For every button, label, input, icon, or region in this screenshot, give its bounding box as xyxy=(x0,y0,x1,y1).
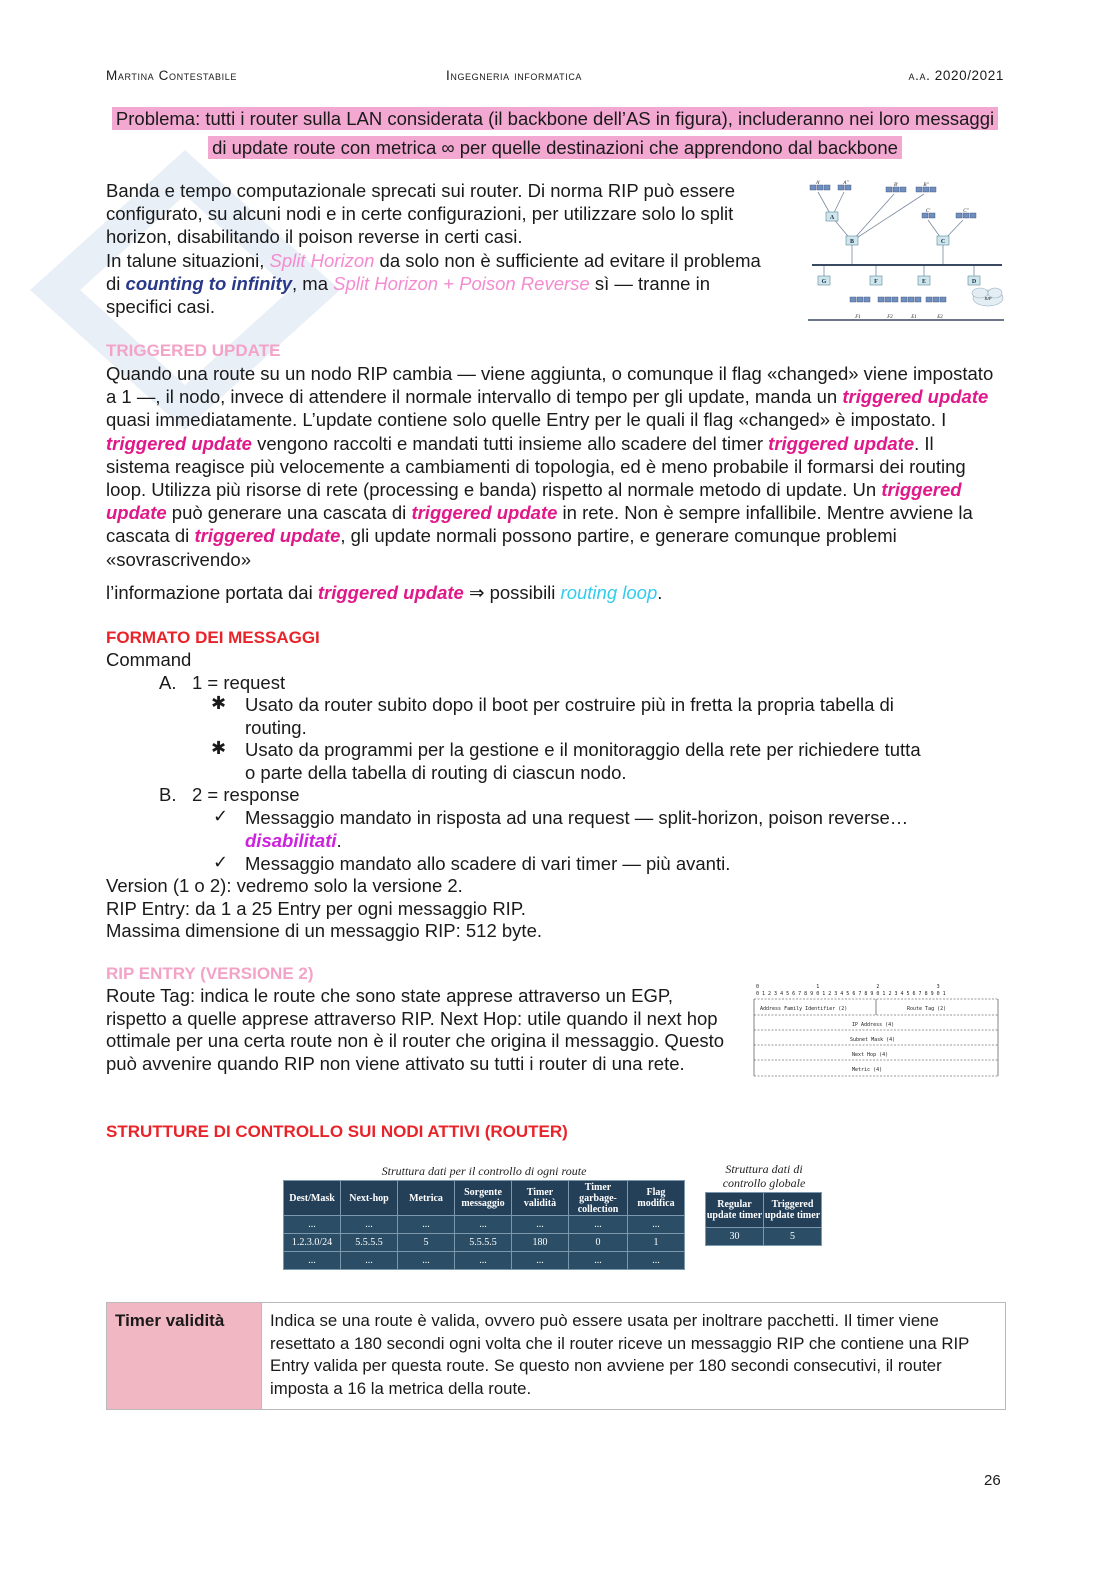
table-cell: ... xyxy=(398,1216,455,1234)
table-cell: ... xyxy=(455,1216,512,1234)
response-item: 2 = response xyxy=(192,784,300,805)
col-next-hop: Next-hop xyxy=(341,1181,398,1216)
triggered-text-9: ⇒ possibili xyxy=(463,582,561,603)
route-control-table xyxy=(283,1180,685,1270)
route-table-caption: Struttura dati per il controllo di ogni route xyxy=(381,1164,587,1178)
host-a2-label: A'' xyxy=(843,181,849,186)
disabilitati-term: disabilitati xyxy=(245,830,337,851)
node-c-label: C xyxy=(940,239,946,245)
period: . xyxy=(336,830,342,851)
table-cell: ... xyxy=(569,1216,628,1234)
table-cell: 5 xyxy=(764,1228,822,1246)
split-horizon-term: Split Horizon xyxy=(269,249,375,271)
triggered-text-8: l’informazione portata dai xyxy=(106,582,318,603)
global-table-block xyxy=(705,1162,823,1246)
intro-text-2b: da solo non è sufficiente ad evitare il problema di xyxy=(106,249,761,294)
global-control-table xyxy=(705,1192,822,1246)
host-b1-label: B' xyxy=(893,183,899,188)
request-item: 1 = request xyxy=(192,672,286,693)
intro-text-1: Banda e tempo computazionale sprecati sui router. Di norma RIP può essere configurato, su alcuni nodi e in certe configurazioni, per utilizzare solo lo split horizon, disabilitando il poison reverse in certi casi. xyxy=(106,180,735,248)
intro-text-2a: In talune situazioni, xyxy=(106,249,270,271)
next-hop-field: Next Hop (4) xyxy=(852,1052,889,1058)
table-cell: ... xyxy=(512,1252,569,1270)
bit-scale: 0 1 2 3 4 5 6 7 8 9 0 1 2 3 4 5 6 7 8 9 0 1 2 3 4 5 6 7 8 9 0 1 xyxy=(756,991,946,997)
strutture-heading: STRUTTURE DI CONTROLLO SUI NODI ATTIVI (ROUTER) xyxy=(106,1122,568,1141)
table-cell: ... xyxy=(569,1252,628,1270)
response-detail-2: Messaggio mandato allo scadere di vari timer — più avanti. xyxy=(245,853,731,874)
timer-definition-table xyxy=(106,1302,1006,1410)
header-year: a.a. 2020/2021 xyxy=(908,68,1004,83)
net-f1-label: F1 xyxy=(855,315,861,320)
shpr-term: Split Horizon + Poison Reverse xyxy=(333,272,590,294)
table-cell: 5 xyxy=(398,1234,455,1252)
network-diagram xyxy=(806,180,1006,325)
problem-highlight xyxy=(106,104,1004,162)
col-regular-timer: Regular update timer xyxy=(706,1193,764,1228)
header-author: Martina Contestabile xyxy=(106,68,237,83)
table-cell: 1 xyxy=(628,1234,685,1252)
page-header xyxy=(106,68,1004,86)
list-marker-b: B. xyxy=(159,784,177,805)
node-g-label: G xyxy=(821,279,827,285)
net-e2-label: E2 xyxy=(937,315,943,320)
triggered-term: triggered update xyxy=(106,432,252,454)
table-cell: 0 xyxy=(569,1234,628,1252)
col-flag-modifica: Flag modifica xyxy=(628,1181,685,1216)
table-cell: ... xyxy=(628,1216,685,1234)
table-row xyxy=(284,1234,685,1252)
table-row xyxy=(284,1216,685,1234)
header-course: Ingegneria informatica xyxy=(446,68,583,83)
node-e-label: E xyxy=(921,279,927,285)
table-cell: 180 xyxy=(512,1234,569,1252)
host-c2-label: C'' xyxy=(963,209,969,214)
metric-field: Metric (4) xyxy=(852,1067,883,1073)
col-timer-gc: Timer garbage-collection xyxy=(569,1181,628,1216)
table-cell: 5.5.5.5 xyxy=(341,1234,398,1252)
response-detail-1a: Messaggio mandato in risposta ad una request — split-horizon, poison reverse… xyxy=(245,807,909,828)
cloud-label: RIP xyxy=(984,296,992,301)
problem-text: Problema: tutti i router sulla LAN considerata (il backbone dell’AS in figura), includeranno nei loro messaggi di update route con metrica ∞ per quelle destinazioni che apprendono dal backbone xyxy=(112,107,998,159)
triggered-term: triggered update xyxy=(194,525,341,547)
global-table-caption: Struttura dati di controllo globale xyxy=(722,1162,806,1190)
rip-entry-paragraph: Route Tag: indica le route che sono state apprese attraverso un EGP, rispetto a quelle apprese attraverso RIP. Next Hop: utile quando il next hop ottimale per una certa route non è il router che origina il messaggio. Questo può avvenire quando RIP non viene attivato su tutti i router di una rete. xyxy=(106,985,725,1074)
table-cell: ... xyxy=(284,1216,341,1234)
triggered-text-1: Quando una route su un nodo RIP cambia — viene aggiunta, o comunque il flag «changed» viene impostato a 1 —, il nodo, invece di attendere il normale intervallo di tempo per gli update, manda un xyxy=(106,363,994,408)
triggered-text-3: vengono raccolti e mandati tutti insieme allo scadere del timer xyxy=(251,432,769,454)
routing-loop-term: routing loop xyxy=(560,582,658,603)
triggered-text-5: può generare una cascata di xyxy=(166,502,412,524)
response-detail-1b xyxy=(245,829,342,852)
intro-text-2c: , ma xyxy=(292,272,334,294)
triggered-term: triggered update xyxy=(106,479,962,524)
intro-paragraph xyxy=(106,179,766,318)
host-a1-label: A' xyxy=(815,181,821,186)
version-line: Version (1 o 2): vedremo solo la versione 2. xyxy=(106,875,463,896)
table-cell: ... xyxy=(341,1216,398,1234)
table-cell: ... xyxy=(341,1252,398,1270)
triggered-text-6: in rete. Non è sempre infallibile. Mentre avviene la cascata di xyxy=(106,502,973,547)
triggered-conclusion xyxy=(106,581,1001,604)
counting-to-infinity-term: counting to infinity xyxy=(125,272,293,294)
table-cell: ... xyxy=(455,1252,512,1270)
host-b2-label: B'' xyxy=(923,183,929,188)
table-row xyxy=(284,1252,685,1270)
subnet-mask-field: Subnet Mask (4) xyxy=(850,1037,896,1043)
col-timer-validita: Timer validità xyxy=(512,1181,569,1216)
table-cell: 1.2.3.0/24 xyxy=(284,1234,341,1252)
table-cell: 5.5.5.5 xyxy=(455,1234,512,1252)
ip-address-field: IP Address (4) xyxy=(852,1022,895,1028)
triggered-term: triggered update xyxy=(768,432,915,454)
command-label: Command xyxy=(106,649,192,670)
col-sorgente: Sorgente messaggio xyxy=(455,1181,512,1216)
node-a-label: A xyxy=(829,215,835,221)
bit-scale-top: 0 1 2 3 xyxy=(756,984,940,990)
request-detail-1b: routing. xyxy=(245,717,307,738)
node-f-label: F xyxy=(874,279,878,285)
triggered-term: triggered update xyxy=(842,386,989,408)
request-detail-1a: Usato da router subito dopo il boot per costruire più in fretta la propria tabella di xyxy=(245,694,894,715)
list-marker-a: A. xyxy=(159,672,177,693)
node-d-label: D xyxy=(971,279,977,285)
col-metrica: Metrica xyxy=(398,1181,455,1216)
triggered-text-10: . xyxy=(657,582,663,603)
formato-heading: FORMATO DEI MESSAGGI xyxy=(106,628,320,647)
check-bullet-icon: ✓ xyxy=(213,852,229,872)
star-bullet-icon: ✱ xyxy=(211,738,227,758)
timer-description: Indica se una route è valida, ovvero può essere usata per inoltrare pacchetti. Il timer viene resettato a 180 secondi ogni volta che il router riceve un messaggio RIP che contiene una RIP Entry valida per questa route. Se questo non avviene per 180 secondi consecutivi, il router imposta a 16 la metrica della route. xyxy=(270,1311,970,1398)
triggered-text-4: . Il sistema reagisce più velocemente a cambiamenti di topologia, ed è meno probabile il formarsi dei routing loop. Utilizza più risorse di rete (processing e banda) rispetto al normale metodo di update. Un xyxy=(106,432,966,501)
triggered-text-7: , gli update normali possono partire, e generare comunque problemi «sovrascrivendo» xyxy=(106,525,897,570)
page-number: 26 xyxy=(984,1472,1001,1489)
intro-text-2d: sì — tranne in specifici casi. xyxy=(106,272,711,318)
route-tag-field: Route Tag (2) xyxy=(907,1006,947,1012)
net-e1-label: E1 xyxy=(911,315,917,320)
triggered-text-2: quasi immediatamente. L’update contiene solo quelle Entry per le quali il flag «changed» è impostato. I xyxy=(106,409,947,431)
table-cell: ... xyxy=(398,1252,455,1270)
table-cell: 30 xyxy=(706,1228,764,1246)
request-detail-2a: Usato da programmi per la gestione e il monitoraggio della rete per richiedere tutta xyxy=(245,739,921,760)
triggered-paragraph xyxy=(106,362,1001,571)
table-cell: ... xyxy=(512,1216,569,1234)
request-detail-2b: o parte della tabella di routing di ciascun nodo. xyxy=(245,762,627,783)
col-dest-mask: Dest/Mask xyxy=(284,1181,341,1216)
rip-entry-heading: RIP ENTRY (VERSIONE 2) xyxy=(106,964,314,983)
route-table-block xyxy=(283,1162,685,1270)
table-row xyxy=(706,1228,822,1246)
rip-entry-format-diagram xyxy=(752,982,1002,1082)
host-c1-label: C' xyxy=(925,209,931,214)
timer-term: Timer validità xyxy=(107,1303,262,1409)
star-bullet-icon: ✱ xyxy=(211,693,227,713)
col-triggered-timer: Triggered update timer xyxy=(764,1193,822,1228)
entry-line: RIP Entry: da 1 a 25 Entry per ogni messaggio RIP. xyxy=(106,898,526,919)
maxsize-line: Massima dimensione di un messaggio RIP: 512 byte. xyxy=(106,920,542,941)
triggered-update-heading: TRIGGERED UPDATE xyxy=(106,341,281,360)
check-bullet-icon: ✓ xyxy=(213,806,229,826)
triggered-term: triggered update xyxy=(317,582,464,603)
afi-field: Address Family Identifier (2) xyxy=(760,1006,848,1012)
triggered-term: triggered update xyxy=(411,502,558,524)
table-cell: ... xyxy=(628,1252,685,1270)
net-f2-label: F2 xyxy=(887,315,893,320)
table-cell: ... xyxy=(284,1252,341,1270)
node-b-label: B xyxy=(849,239,855,245)
